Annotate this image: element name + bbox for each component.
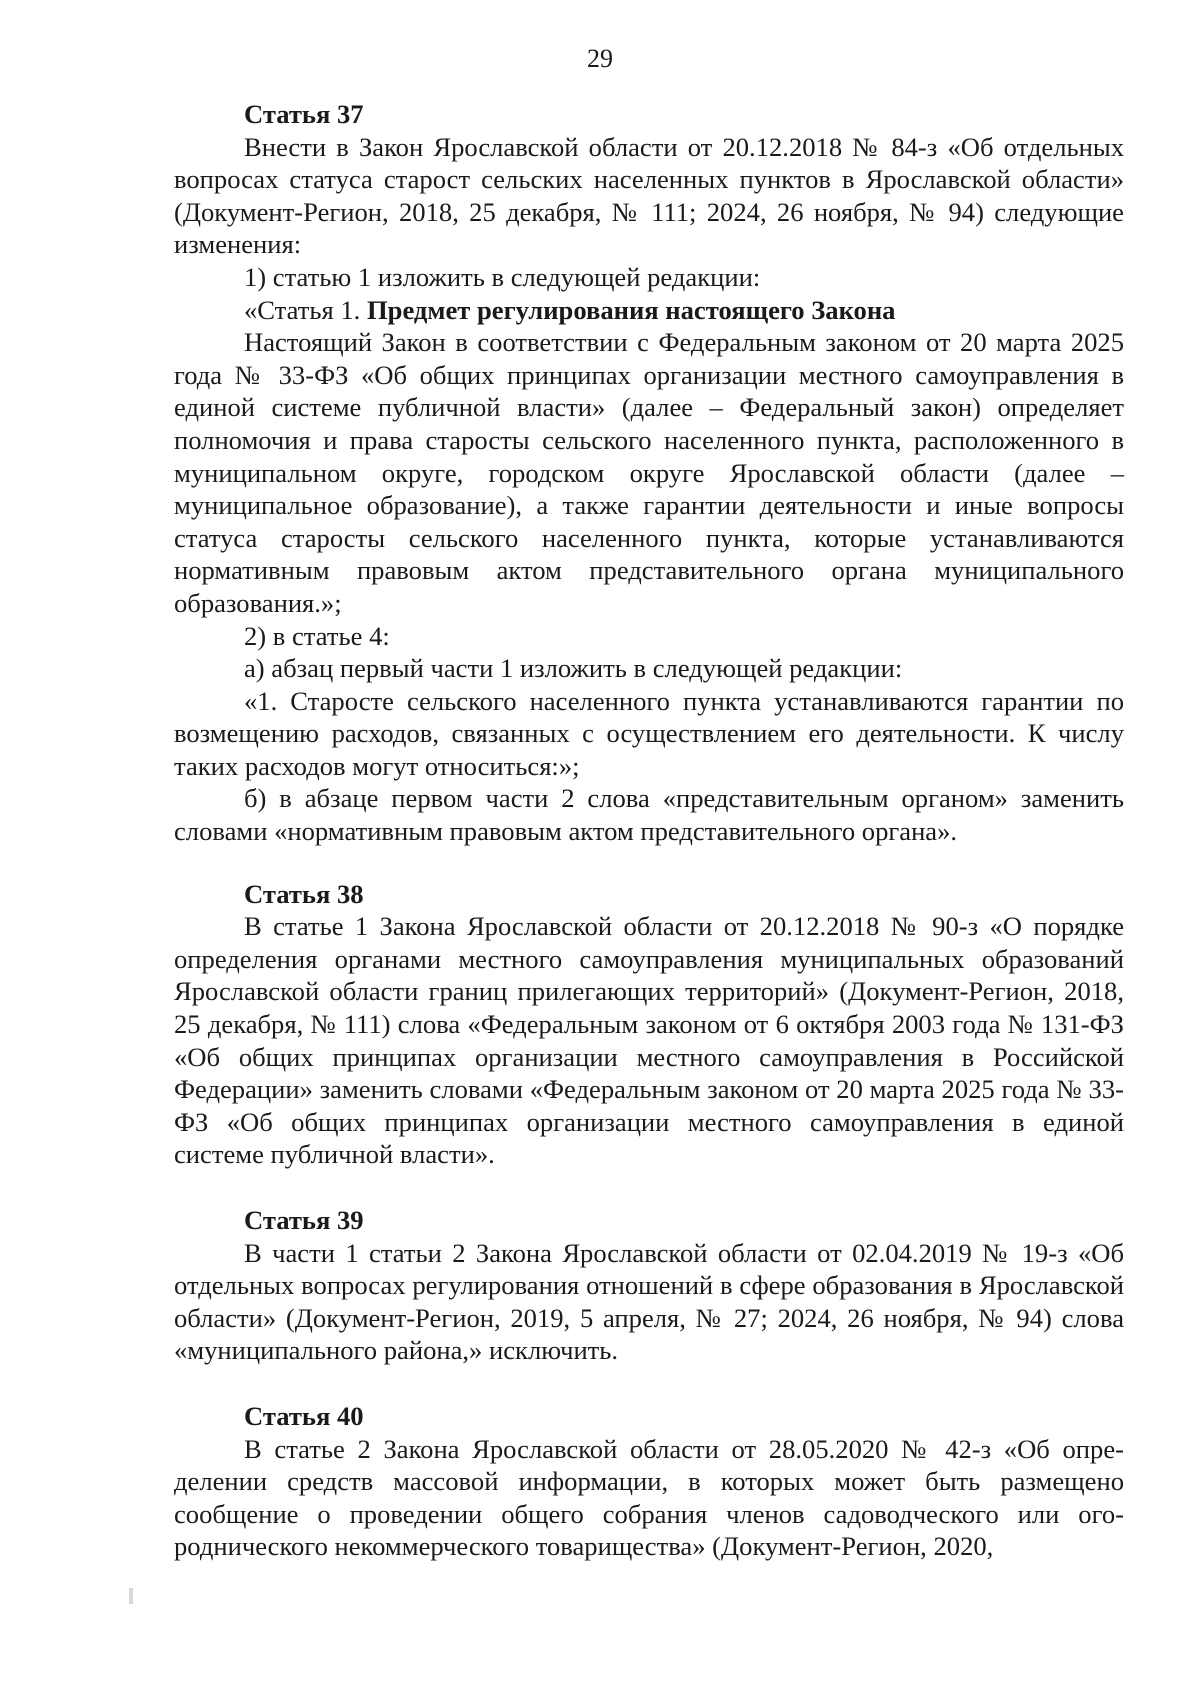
article-38 — [174, 878, 1124, 1171]
paragraph: «1. Старосте сельского населенного пункта устанавливаются гарантии по возмещению расходов, связанных с осуществлением его деятельности. К числу таких расходов могут относиться:»; — [174, 685, 1124, 781]
article-40 — [174, 1400, 1124, 1563]
article-39 — [174, 1204, 1124, 1367]
article-37 — [174, 98, 1124, 848]
paragraph: Настоящий Закон в соответствии с Федеральным законом от 20 марта 2025 года № 33-ФЗ «Об общих принципах организации местного самоуправления в единой системе публичной власти» (далее – Федеральный закон) определяет полномочия и права старосты сельского населенного пункта, расположенного в муниципальном округе, городском округе Ярославской области (далее – муниципальное образование), а также гарантии деятельности и иные вопросы статуса старосты сельского населенного пункта, которые устанавливаются нормативным правовым актом представительного органа муниципального образования.»; — [174, 327, 1124, 618]
paragraph: а) абзац первый части 1 изложить в следующей редакции: — [244, 653, 903, 684]
paragraph: б) в абзаце первом части 2 слова «представительным органом» заменить словами «нормативным правовым актом представительного органа». — [174, 783, 1124, 847]
article-heading: Статья 38 — [244, 878, 364, 909]
article-heading: Статья 37 — [244, 99, 364, 129]
article-heading: Статья 40 — [244, 1400, 364, 1431]
quote-prefix: «Статья 1. — [244, 294, 367, 325]
paragraph: В части 1 статьи 2 Закона Ярославской области от 02.04.2019 № 19-з «Об отдельных вопросах регулирования отношений в сфере образования в Ярославской области» (Документ-Регион, 2019, 5 апреля, № 27; 2024, 26 ноября, № 94) слова «муниципального района,» исключить. — [174, 1237, 1124, 1366]
article-heading: Статья 39 — [244, 1205, 364, 1235]
paragraph: В статье 2 Закона Ярославской области от 28.05.2020 № 42-з «Об определении средств массовой информации, в которых может быть размещено сообщение о проведении общего собрания членов садоводческого или огороднического некоммерческого товарищества» (Документ-Регион, 2020, — [174, 1433, 1124, 1562]
page-number: 29 — [587, 44, 613, 73]
scan-margin-mark — [129, 1588, 133, 1604]
paragraph: 2) в статье 4: — [244, 620, 390, 651]
paragraph: В статье 1 Закона Ярославской области от 20.12.2018 № 90-з «О порядке определения органами местного самоуправления муниципальных образований Ярославской области границ прилегающих территорий» (Документ-Регион, 2018, 25 декабря, № 111) слова «Федеральным законом от 6 октября 2003 года № 131-ФЗ «Об общих принципах организации местного самоуправления в Российской Федерации» заменить словами «Федеральным законом от 20 марта 2025 года № 33-ФЗ «Об общих принципах организации местного самоуправления в единой системе публичной власти». — [174, 911, 1124, 1170]
document-body — [174, 98, 1124, 1563]
quoted-article-title — [174, 294, 1124, 327]
paragraph: 1) статью 1 изложить в следующей редакции: — [244, 261, 761, 292]
quoted-title-bold: Предмет регулирования настоящего Закона — [366, 294, 896, 325]
paragraph: Внести в Закон Ярославской области от 20.12.2018 № 84-з «Об отдельных вопросах статуса старост сельских населенных пунктов в Ярославской области» (Документ-Регион, 2018, 25 декабря, № 111; 2024, 26 ноября, № 94) следующие изменения: — [174, 131, 1124, 260]
